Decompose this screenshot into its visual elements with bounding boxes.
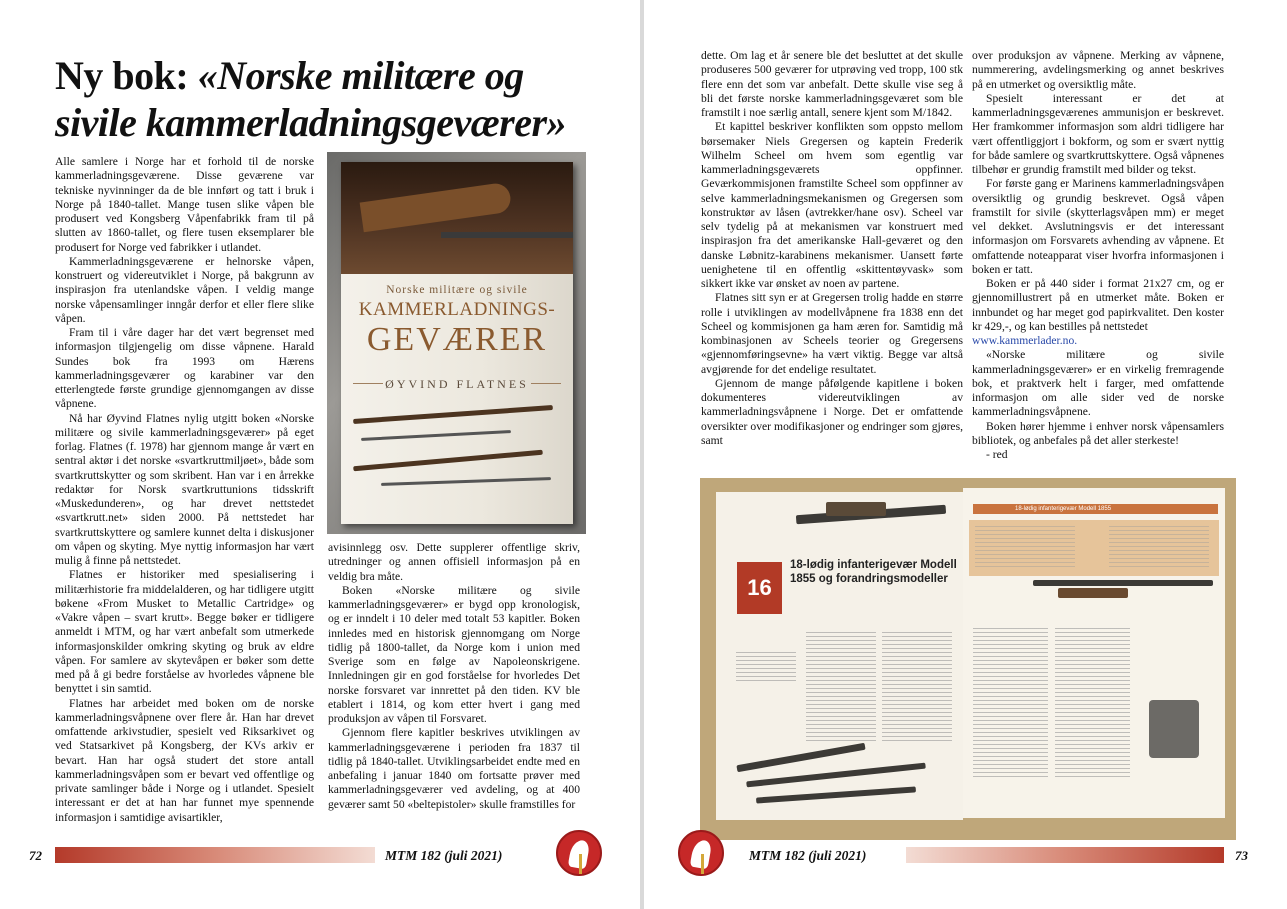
page-number: 73 xyxy=(1235,848,1248,863)
right-page xyxy=(644,0,1287,909)
cover-rifle-closeup xyxy=(341,162,573,274)
title-prefix: Ny bok: xyxy=(55,53,198,98)
mtm-logo-icon xyxy=(678,830,724,876)
left-column-2 xyxy=(328,541,580,812)
footer-magazine: MTM 182 (juli 2021) xyxy=(749,848,867,863)
cover-title-line2: KAMMERLADNINGS- xyxy=(358,299,556,320)
paragraph: Boken «Norske militære og sivile kammerladningsgeværer» er bygd opp kronologisk, og er inndelt i 10 deler med totalt 53 kapitler. Boken innledes med en historisk gjennomgang om Norge tidlig på 1800-tallet, da Norge kom i union med Sverige som en følge av Napoleonskrigene. Innledningen gir en god forståelse for hvorledes Det norske forsvaret var innrettet på den tiden. KV ble etablert i 1814, og kom etter hvert i gang med produksjon av våpen til Forsvaret. xyxy=(328,583,580,725)
left-column-1 xyxy=(55,155,314,825)
website-link[interactable]: www.kammerlader.no. xyxy=(972,334,1078,347)
paragraph: Fram til i våre dager har det vært begrenset med informasjon tilgjengelig om disse våpnene. Harald Sundes bok fra 1993 om Hærens kammerladningsgeværer og karabiner var den etterlengtede første grundige gjennomgangen av disse våpnene. xyxy=(55,326,314,411)
bayonet-image xyxy=(381,477,551,486)
paragraph: Kammerladningsgeværene er helnorske våpen, konstruert og videreutviklet i Norge, på bakgrunn av inspirasjon fra utenlandske våpen. I veldig mange norske våpensamlinger inngår derfor et eller flere slike våpen. xyxy=(55,254,314,325)
chapter-number: 16 xyxy=(737,562,782,614)
footer-bar xyxy=(55,847,375,863)
paragraph: dette. Om lag et år senere ble det besluttet at det skulle produseres 500 geværer for utprøving ved tropp, 100 stk flere enn det som var anbefalt. Dette skulle vise seg å bli det første norske kammerladningsgeværet som ble framstilt i noe særlig antall, senere kjent som M/1842. xyxy=(701,49,963,119)
right-column-2 xyxy=(972,49,1224,462)
spread-right-page xyxy=(963,488,1225,818)
rifle-image xyxy=(353,450,543,472)
spread-left-page xyxy=(716,492,963,820)
mtm-logo-icon xyxy=(556,830,602,876)
paragraph: Spesielt interessant er det at kammerladningsgeværenes ammunisjon er beskrevet. Her framkommer informasjon som aldri tidligere har vært offentliggjort i bokform, og som er svært nyttig for både samlere og svartkruttskyttere. Også våpnenes tilbehør er grundig framstilt med bilder og tekst. xyxy=(972,91,1224,176)
spread-banner: 18-lødig infanterigevær Modell 1855 xyxy=(973,504,1218,514)
paragraph: Gjennom de mange påfølgende kapitlene i boken dokumenteres videreutviklingen av kammerladningsvåpnene i Norge. Det er omfattende oversikter over modifikasjoner og endringer som gjøres, samt xyxy=(701,376,963,447)
article-title xyxy=(55,52,595,146)
title-book-name: «Norske militære og sivile kammerladningsgeværer» xyxy=(55,53,567,145)
book-cover xyxy=(341,162,573,524)
left-page xyxy=(0,0,640,909)
paragraph: over produksjon av våpnene. Merking av våpnene, nummerering, avdelingsmerking og annet beskrives på en utmerket og oversiktlig måte. xyxy=(972,49,1224,91)
paragraph: Flatnes er historiker med spesialisering i militærhistorie fra middelalderen, og har tidligere utgitt bøkene «From Musket to Metallic Cartridge» og «Vakre våpen – svart krutt». Begge bøker er tidligere anmeldt i MTM, og har vært anbefalt som utmerkede informasjonskilder omkring skyting og bruk av eldre våpen. For samlere av skytevåpen er bøker som dette med på å gi bedre forståelse av hvorledes våpnene ble benyttet i sin samtid. xyxy=(55,568,314,696)
book-cover-photo xyxy=(327,152,586,534)
rifle-image xyxy=(353,405,553,424)
paragraph xyxy=(972,334,1224,348)
page-number: 72 xyxy=(29,848,42,863)
bayonet-image xyxy=(361,430,511,441)
cover-title-line1: Norske militære og sivile xyxy=(386,284,528,296)
paragraph: «Norske militære og sivile kammerladningsgeværer» er en virkelig fremragende bok, et praktverk helt i farger, med omfattende informasjon om alle sider ved de norske kammerladningsvåpnene. xyxy=(972,348,1224,419)
paragraph: - red xyxy=(986,448,1008,461)
paragraph: avisinnlegg osv. Dette supplerer offentlige skriv, utredninger og annen offisiell informasjon på en veldig bra måte. xyxy=(328,541,580,583)
paragraph: Boken hører hjemme i enhver norsk våpensamlers bibliotek, og anbefales på det aller sterkeste! xyxy=(972,419,1224,447)
cover-title-line3: GEVÆRER xyxy=(366,321,548,358)
book-spread-photo xyxy=(700,478,1236,840)
spread-table xyxy=(969,520,1219,576)
right-column-1 xyxy=(701,49,963,448)
paragraph: Flatnes har arbeidet med boken om de norske kammerladningsvåpnene over flere år. Han har drevet omfattende arkivstudier, spesielt ved Riksarkivet og ved Statsarkivet på Kongsberg, der KVs arkiv er bevart. Han har også studert det store antall kammerladningsvåpen som er bevart ved offentlige og private samlinger både i Norge og i utlandet. Spesielt interessant er det at han har funnet mye spennende informasjon i samtidige avisartikler, xyxy=(55,696,314,824)
paragraph: Nå har Øyvind Flatnes nylig utgitt boken «Norske militære og sivile kammerladningsgeværer» på eget forlag. Flatnes (f. 1978) har gjennom mange år vært en sentral aktør i det norske «svartkruttmiljøet», både som svartkruttskytter og som skribent. Han var i en årrekke redaktør for Norsk svartkruttunions tidsskrift «Muskedunderen», og har drevet nettstedet «svartkrutt.net» siden 2000. På nettstedet har svartkruttskyttere og samlere kunnet delta i diskusjoner om våpen og skyting. Mye nyttig informasjon har vært mulig å finne på nettstedet. xyxy=(55,411,314,567)
footer-bar xyxy=(906,847,1224,863)
paragraph: Alle samlere i Norge har et forhold til de norske kammerladningsgeværene. Disse geværene var tekniske nyvinninger da de ble innført og tatt i bruk i Norge på 1840-tallet. Mange tusen slike våpen ble produsert ved Kongsberg Våpenfabrikk fram til på slutten av 1860-tallet, og flere tusen eksemplarer ble produsert for Norge ved fabrikker i utlandet. xyxy=(55,155,314,254)
paragraph: For første gang er Marinens kammerladningsvåpen oversiktlig og grundig beskrevet. Også våpen framstilt for sivile (skytterlagsvåpen mm) er meget vel dekket. Avslutningsvis er det interessant informasjon om Forsvarets avhending av våpnene. Et omfattende noteapparat viser hvorfra informasjonen i boken er tatt. xyxy=(972,177,1224,276)
paragraph: Gjennom flere kapitler beskrives utviklingen av kammerladningsgeværene i perioden fra 1837 til tidlig på 1840-tallet. Utviklingsarbeidet endte med en anbefaling i januar 1840 om fortsatte prøver med kammerladningsgeværer ved avdeling, og at 400 geværer samt 50 «beltepistoler» skulle framstilles for xyxy=(328,726,580,811)
paragraph: Boken er på 440 sider i format 21x27 cm, og er gjennomillustrert på en utmerket måte. Boken er innbundet og har meget god papirkvalitet. Den koster kr 429,-, og kan bestilles på nettstedet xyxy=(972,277,1224,333)
footer-magazine: MTM 182 (juli 2021) xyxy=(385,848,503,863)
cover-author: ØYVIND FLATNES xyxy=(385,377,529,391)
paragraph: Flatnes sitt syn er at Gregersen trolig hadde en større rolle i utviklingen av modellvåpnene fra 1838 enn det Scheel og kommisjonen ga ham æren for. Samtidig må kombinasjonen av Scheels teorier og Gregersens «gjennomføringsevne» ha vært viktig. Begge var altså avgjørende for det endelige resultatet. xyxy=(701,291,963,376)
paragraph: Et kapittel beskriver konflikten som oppsto mellom børsemaker Niels Gregersen og kaptein Frederik Wilhelm Scheel om hvem som egentlig var kammerladningsgeværets oppfinner. Geværkommisjonen framstilte Scheel som oppfinner av selve kammerladningsmekanismen og Gregersen som konstruktør av låsen (avtrekker/hane osv). Scheel var selv tydelig på at mekanismen var konstruert med inspirasjon fra det amerikanske Hall-geværet og den danske Løbnitz-karabinens mekanismer. Uansett førte uenighetene til en offentlig «skittentøyvask» som sikkert ikke var ønsket av noen av partene. xyxy=(701,120,963,290)
chapter-title: 18-lødig infanterigevær Modell 1855 og forandringsmodeller xyxy=(790,559,957,585)
